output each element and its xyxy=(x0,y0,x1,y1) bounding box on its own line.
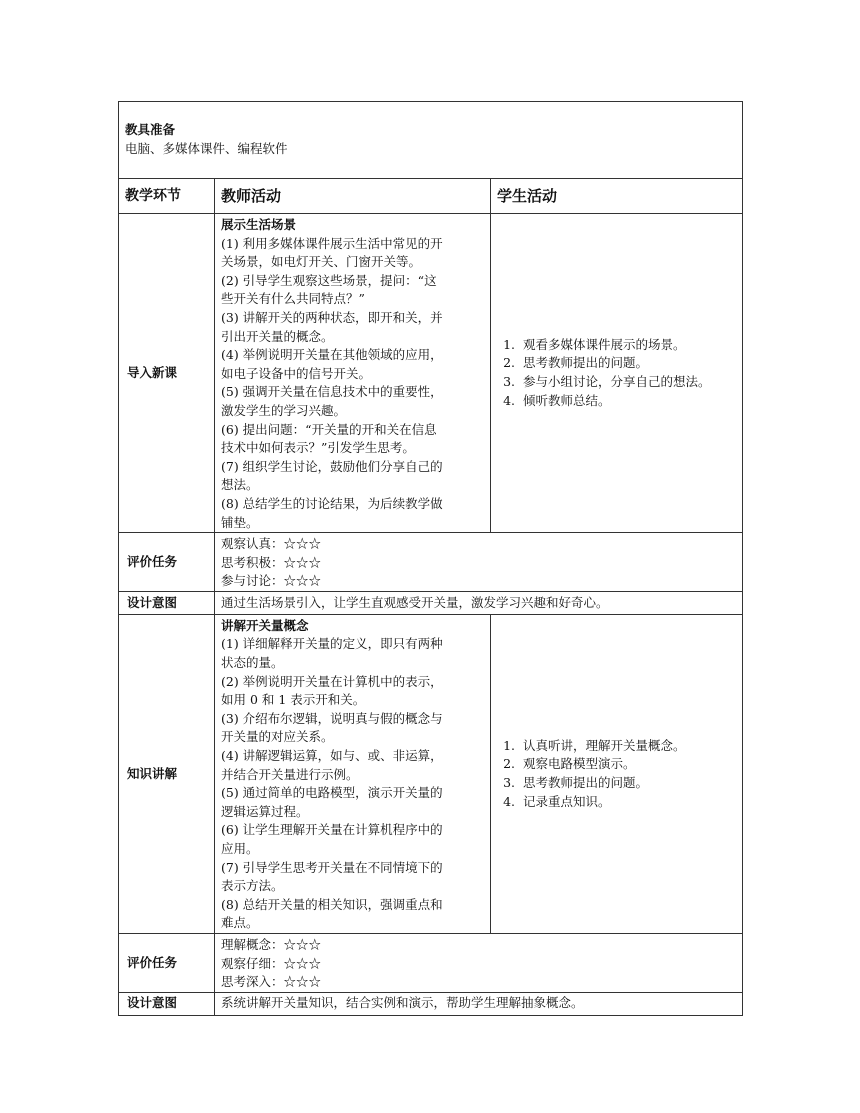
teacher-line: (8) 总结开关量的相关知识，强调重点和 xyxy=(221,896,443,912)
section-knowledge-student xyxy=(491,614,743,933)
teacher-line: 状态的量。 xyxy=(221,655,284,671)
section-knowledge-teacher-title: 讲解开关量概念 xyxy=(221,617,309,633)
section-intro-label: 导入新课 xyxy=(119,214,215,533)
list-item: 3. 思考教师提出的问题。 xyxy=(519,774,736,793)
eval-line: 观察仔细：☆☆☆ xyxy=(221,955,322,971)
intent-label: 设计意图 xyxy=(119,992,215,1015)
teacher-line: 关场景，如电灯开关、门窗开关等。 xyxy=(221,254,422,270)
teacher-line: (6) 让学生理解开关量在计算机程序中的 xyxy=(221,822,443,838)
list-item: 2. 思考教师提出的问题。 xyxy=(519,354,736,373)
teacher-line: (6) 提出问题：“开关量的开和关在信息 xyxy=(221,421,437,437)
teacher-line: 想法。 xyxy=(221,477,259,493)
section-intro-row xyxy=(119,214,743,533)
teacher-line: 并结合开关量进行示例。 xyxy=(221,766,359,782)
section-knowledge-label: 知识讲解 xyxy=(119,614,215,933)
intent-label: 设计意图 xyxy=(119,591,215,614)
eval-line: 观察认真：☆☆☆ xyxy=(221,536,322,552)
list-item: 1. 观看多媒体课件展示的场景。 xyxy=(519,336,736,355)
list-item: 4. 记录重点知识。 xyxy=(519,793,736,812)
list-item: 2. 观察电路模型演示。 xyxy=(519,755,736,774)
teacher-line: 应用。 xyxy=(221,841,259,856)
teacher-line: (8) 总结学生的讨论结果，为后续教学做 xyxy=(221,495,443,511)
header-col-stage: 教学环节 xyxy=(119,179,215,214)
section-knowledge-intent-row xyxy=(119,992,743,1015)
section-intro-student xyxy=(491,214,743,533)
intent-text: 通过生活场景引入，让学生直观感受开关量，激发学习兴趣和好奇心。 xyxy=(215,591,743,614)
list-item: 1. 认真听讲，理解开关量概念。 xyxy=(519,737,736,756)
teacher-line: (3) 介绍布尔逻辑，说明真与假的概念与 xyxy=(221,710,443,726)
teacher-line: (2) 举例说明开关量在计算机中的表示， xyxy=(221,673,443,689)
teacher-line: 如用 0 和 1 表示开和关。 xyxy=(221,692,366,708)
prep-row xyxy=(119,102,743,179)
teacher-line: 激发学生的学习兴趣。 xyxy=(221,402,347,418)
section-intro-teacher-title: 展示生活场景 xyxy=(221,217,297,232)
intent-text: 系统讲解开关量知识，结合实例和演示，帮助学生理解抽象概念。 xyxy=(215,992,743,1015)
eval-line: 思考积极：☆☆☆ xyxy=(221,554,322,570)
teacher-line: (5) 通过简单的电路模型，演示开关量的 xyxy=(221,785,443,801)
lesson-plan-page xyxy=(118,101,742,1016)
section-intro-teacher xyxy=(215,214,491,533)
eval-label: 评价任务 xyxy=(119,533,215,592)
teacher-line: 如电子设备中的信号开关。 xyxy=(221,365,372,381)
section-intro-eval-row xyxy=(119,533,743,592)
teacher-line: (1) 利用多媒体课件展示生活中常见的开 xyxy=(221,235,443,251)
teacher-line: (1) 详细解释开关量的定义，即只有两种 xyxy=(221,636,443,652)
list-item: 3. 参与小组讨论，分享自己的想法。 xyxy=(519,373,736,392)
header-col-teacher: 教师活动 xyxy=(215,179,491,214)
list-item: 4. 倾听教师总结。 xyxy=(519,392,736,411)
section-knowledge-eval-row xyxy=(119,933,743,992)
teacher-line: (2) 引导学生观察这些场景，提问：“这 xyxy=(221,272,437,288)
teacher-line: (3) 讲解开关的两种状态，即开和关，并 xyxy=(221,309,443,325)
section-knowledge-teacher xyxy=(215,614,491,933)
eval-label: 评价任务 xyxy=(119,933,215,992)
eval-line: 参与讨论：☆☆☆ xyxy=(221,573,322,589)
teacher-line: 铺垫。 xyxy=(221,514,259,530)
teacher-line: (7) 引导学生思考开关量在不同情境下的 xyxy=(221,859,443,875)
eval-cell xyxy=(215,933,743,992)
teacher-line: (4) 举例说明开关量在其他领域的应用， xyxy=(221,347,443,363)
student-activity-list xyxy=(497,336,736,410)
student-activity-list xyxy=(497,737,736,811)
teacher-line: 引出开关量的概念。 xyxy=(221,328,334,344)
section-knowledge-row xyxy=(119,614,743,933)
teacher-line: 表示方法。 xyxy=(221,878,284,894)
teacher-line: (4) 讲解逻辑运算，如与、或、非运算， xyxy=(221,748,443,764)
eval-line: 思考深入：☆☆☆ xyxy=(221,974,322,990)
teacher-line: 开关量的对应关系。 xyxy=(221,729,334,745)
eval-cell xyxy=(215,533,743,592)
teacher-line: 难点。 xyxy=(221,915,259,931)
header-col-student: 学生活动 xyxy=(491,179,743,214)
eval-line: 理解概念：☆☆☆ xyxy=(221,936,322,952)
lesson-plan-table xyxy=(118,101,743,1016)
section-intro-intent-row xyxy=(119,591,743,614)
teacher-line: (5) 强调开关量在信息技术中的重要性， xyxy=(221,384,443,400)
teacher-line: (7) 组织学生讨论，鼓励他们分享自己的 xyxy=(221,458,443,474)
teacher-line: 些开关有什么共同特点？” xyxy=(221,291,365,307)
prep-content: 电脑、多媒体课件、编程软件 xyxy=(125,140,288,156)
prep-cell xyxy=(119,102,743,179)
teacher-line: 逻辑运算过程。 xyxy=(221,803,309,819)
table-header-row xyxy=(119,179,743,214)
prep-title: 教具准备 xyxy=(125,122,176,137)
teacher-line: 技术中如何表示？”引发学生思考。 xyxy=(221,440,415,456)
